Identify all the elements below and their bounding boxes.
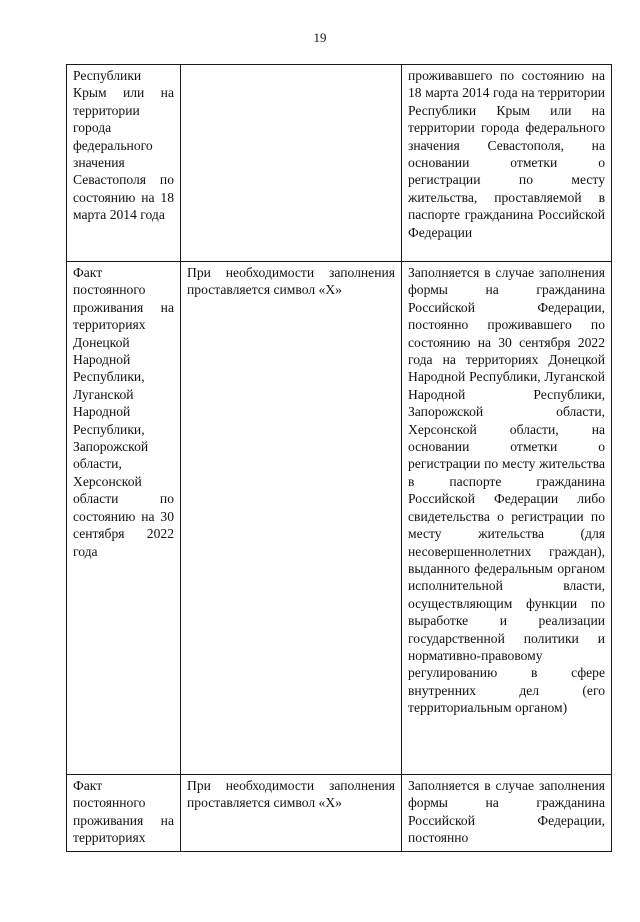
field-name-cell (67, 262, 181, 775)
table-row (67, 65, 612, 262)
field-name-text: Факт постоянного проживания на территориях Донецкой Народной Республики, Луганской Народной Республики, Запорожской области, Херсонской области по состоянию на 30 сентября 2022 года (73, 265, 174, 559)
note-cell (402, 775, 612, 852)
fill-rule-text: При необходимости заполнения проставляется символ «X» (187, 265, 395, 298)
fill-rule-cell (181, 262, 402, 775)
field-name-cell (67, 65, 181, 262)
fill-rule-cell (181, 65, 402, 262)
note-text: проживавшего по состоянию на 18 марта 2014 года на территории Республики Крым или на территории города федерального значения Севастополя, на основании отметки о регистрации по месту жительства, проставляемой в паспорте гражданина Российской Федерации (408, 68, 605, 240)
fill-rule-text: При необходимости заполнения проставляется символ «X» (187, 778, 395, 811)
fill-rule-cell (181, 775, 402, 852)
field-name-cell (67, 775, 181, 852)
table-row (67, 262, 612, 775)
field-name-text: Факт постоянного проживания на территориях (73, 778, 174, 846)
field-name-text: Республики Крым или на территории города федерального значения Севастополя по состоянию на 18 марта 2014 года (73, 68, 174, 223)
table-row (67, 775, 612, 852)
note-cell (402, 262, 612, 775)
document-table (66, 64, 612, 852)
note-cell (402, 65, 612, 262)
note-text: Заполняется в случае заполнения формы на гражданина Российской Федерации, постоянно (408, 778, 605, 846)
note-text: Заполняется в случае заполнения формы на гражданина Российской Федерации, постоянно проживавшего по состоянию на 30 сентября 2022 года на территориях Донецкой Народной Республики, Луганской Народной Республики, Запорожской области, Херсонской области, на основании отметки о регистрации по месту жительства в паспорте гражданина Российской Федерации либо свидетельства о регистрации по месту жительства (для несовершеннолетних граждан), выданного федеральным органом исполнительной власти, осуществляющим функции по выработке и реализации государственной политики и нормативно-правовому регулированию в сфере внутренних дел (его территориальным органом) (408, 265, 605, 716)
page-number: 19 (313, 30, 327, 45)
